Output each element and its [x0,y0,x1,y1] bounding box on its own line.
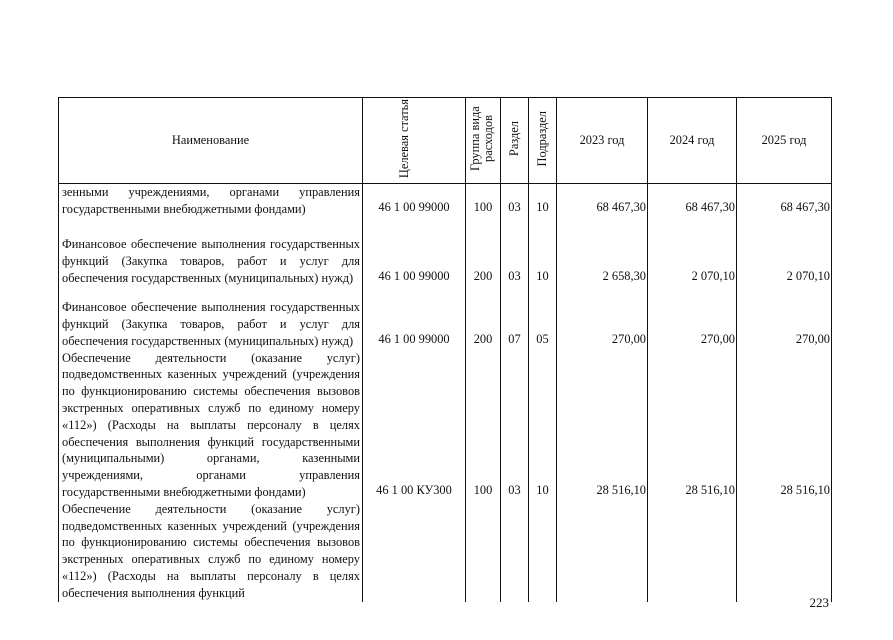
header-2025: 2025 год [737,98,832,184]
header-subsection: Подраздел [534,111,549,167]
table-row: зенными учреждениями, органами управления государственными внебюджетными фондами) 46 1 00 99000 100 03 10 68 467,30 68 467,30 68 467,30 [59,184,832,218]
header-section: Раздел [506,121,521,157]
table-row: Финансовое обеспечение выполнения государственных функций (Закупка товаров, работ и услуг для обеспечения государственных (муниципальных) нужд) 46 1 00 99000 200 03 10 2 658,30 2 070,10 2 070,10 [59,218,832,287]
table-header-row [59,98,832,184]
header-2023: 2023 год [557,98,648,184]
budget-table [58,97,832,602]
page-number: 223 [809,595,829,610]
header-target: Целевая статья [397,99,411,179]
table-row: Обеспечение деятельности (оказание услуг) подведомственных казенных учреждений (учреждения по функционированию системы обеспечения вызовов экстренных оперативных служб по единому номеру «112») (Расходы на выплаты персоналу в целях обеспечения выполнения функций государственными (муниципальными) органами, казенными учреждениями, органами управления государственными внебюджетными фондами) 46 1 00 КУ300 100 03 10 28 516,10 28 516,10 28 516,10 [59,350,832,501]
header-group: Группа вида расходов [468,106,496,172]
table-row: Финансовое обеспечение выполнения государственных функций (Закупка товаров, работ и услуг для обеспечения государственных (муниципальных) нужд) 46 1 00 99000 200 07 05 270,00 270,00 270,00 [59,287,832,350]
table-row: Обеспечение деятельности (оказание услуг) подведомственных казенных учреждений (учреждения по функционированию системы обеспечения вызовов экстренных оперативных служб по единому номеру «112») (Расходы на выплаты персоналу в целях обеспечения выполнения функций [59,501,832,602]
header-2024: 2024 год [648,98,737,184]
header-name: Наименование [59,98,363,184]
